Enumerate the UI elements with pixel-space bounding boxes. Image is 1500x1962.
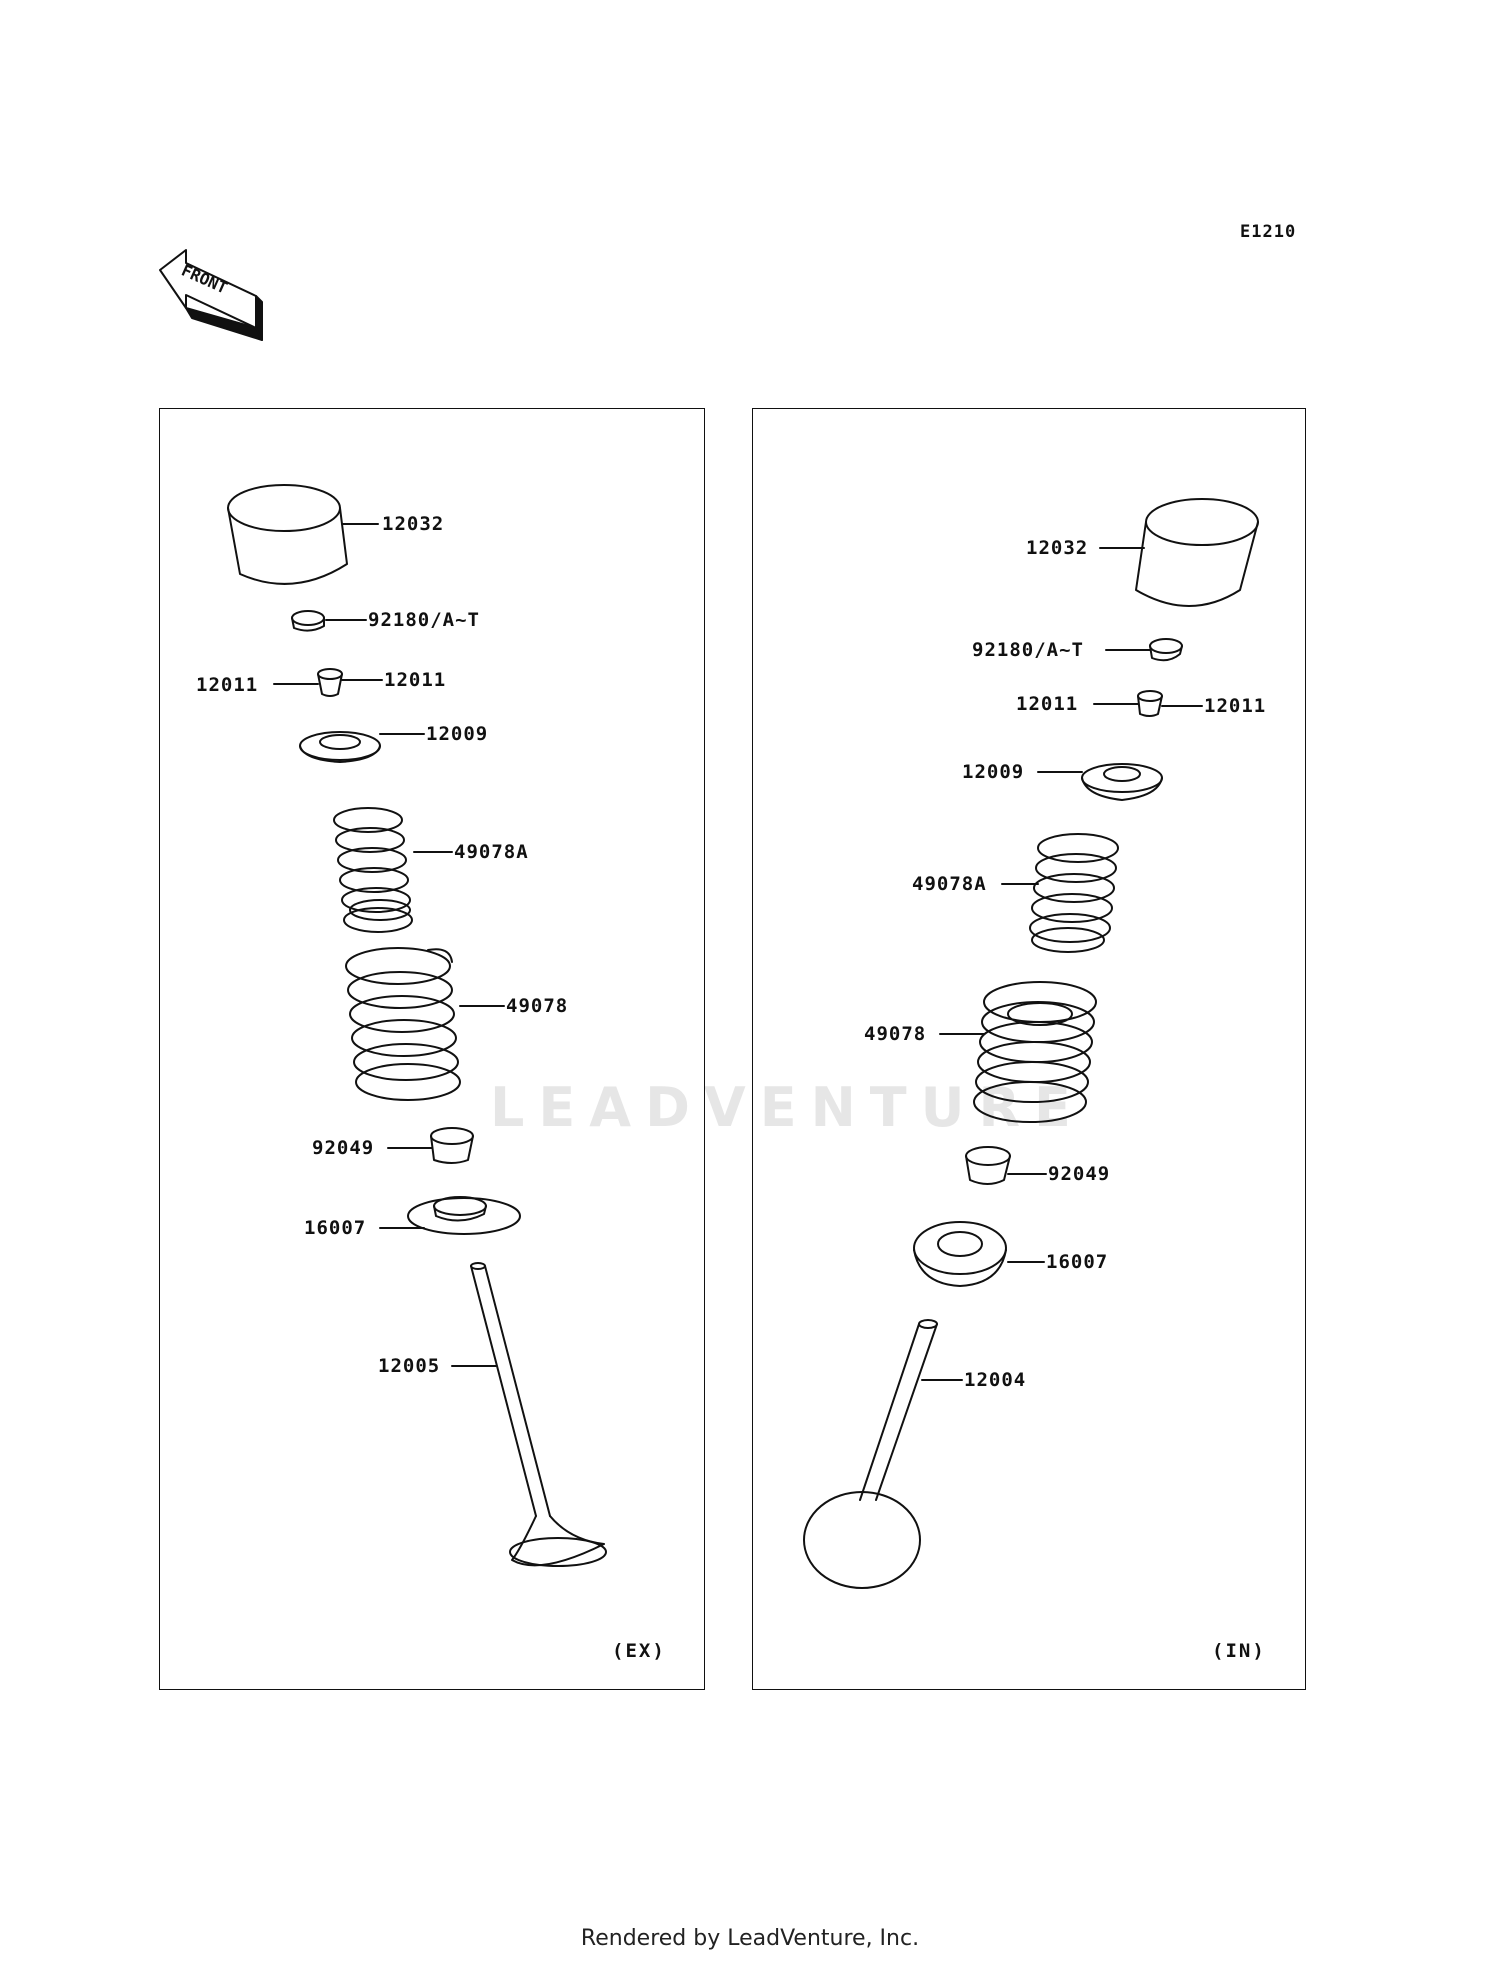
ex-label-valve: 12005 — [378, 1355, 441, 1377]
in-spring-seat-icon — [914, 1222, 1006, 1286]
ex-label-stem-seal: 92049 — [312, 1137, 375, 1159]
ex-stem-seal-icon — [431, 1128, 473, 1163]
ex-label-lifter: 12032 — [382, 513, 445, 535]
ex-label-cotter-right: 12011 — [384, 669, 447, 691]
ex-label-cotter-left: 12011 — [196, 674, 259, 696]
ex-inner-spring-icon — [334, 808, 412, 932]
in-label-cotter-left: 12011 — [1016, 693, 1079, 715]
ex-valve-icon — [471, 1263, 606, 1566]
in-outer-spring-icon — [974, 982, 1096, 1122]
ex-label-inner-spring: 49078A — [454, 841, 529, 863]
in-label-lifter: 12032 — [1026, 537, 1089, 559]
in-lifter-icon — [1136, 499, 1258, 606]
in-valve-icon — [804, 1320, 937, 1588]
in-stem-seal-icon — [966, 1147, 1010, 1184]
ex-label-retainer: 12009 — [426, 723, 489, 745]
ex-label-shim: 92180/A~T — [368, 609, 480, 631]
ex-cotter-icon — [318, 669, 342, 696]
in-inner-spring-icon — [1030, 834, 1118, 952]
ex-lifter-icon — [228, 485, 347, 584]
ex-panel-tag: (EX) — [612, 1640, 666, 1662]
in-retainer-icon — [1082, 764, 1162, 800]
in-cotter-icon — [1138, 691, 1162, 716]
front-arrow-icon — [160, 250, 262, 340]
ex-label-outer-spring: 49078 — [506, 995, 569, 1017]
diagram-code: E1210 — [1240, 222, 1297, 242]
in-panel-tag: (IN) — [1212, 1640, 1266, 1662]
in-label-inner-spring: 49078A — [912, 873, 987, 895]
ex-outer-spring-icon — [346, 948, 460, 1100]
footer-credit: Rendered by LeadVenture, Inc. — [580, 1926, 920, 1951]
ex-retainer-icon — [300, 732, 380, 762]
ex-label-spring-seat: 16007 — [304, 1217, 367, 1239]
in-label-stem-seal: 92049 — [1048, 1163, 1111, 1185]
in-label-outer-spring: 49078 — [864, 1023, 927, 1045]
watermark: LEADVENTURE — [490, 1076, 1085, 1139]
in-label-valve: 12004 — [964, 1369, 1027, 1391]
in-label-spring-seat: 16007 — [1046, 1251, 1109, 1273]
in-label-shim: 92180/A~T — [972, 639, 1084, 661]
in-shim-icon — [1150, 639, 1182, 660]
ex-shim-icon — [292, 611, 324, 631]
in-label-retainer: 12009 — [962, 761, 1025, 783]
svg-text:FRONT: FRONT — [178, 260, 231, 298]
in-label-cotter-right: 12011 — [1204, 695, 1267, 717]
